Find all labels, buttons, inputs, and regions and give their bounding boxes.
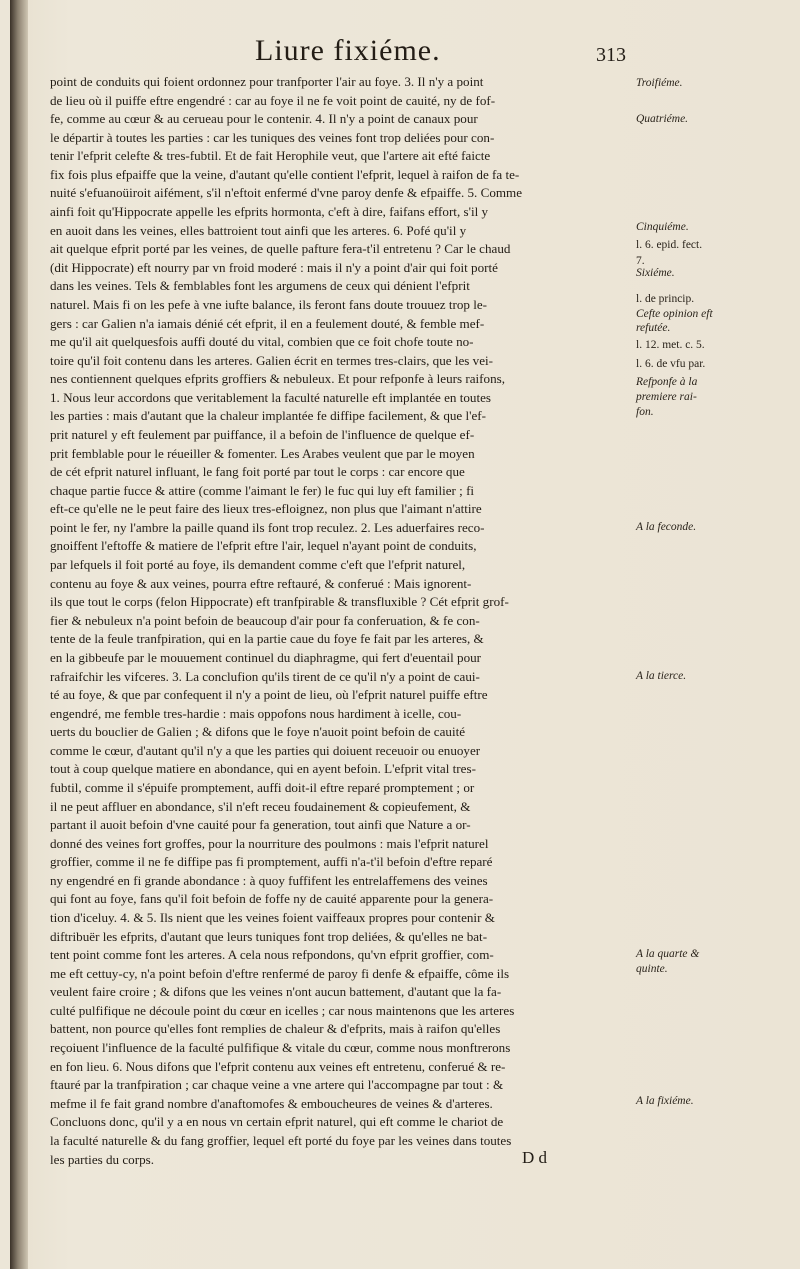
margin-note: A la quarte & xyxy=(636,948,700,960)
text-line: battent, non pource qu'elles font remplies de chaleur & d'efprits, mais à raifon qu'elles xyxy=(50,1021,501,1037)
text-line: me eft cettuy-cy, n'a point befoin d'eftre renfermé de paroy fi denfe & efpaiffe, côme ils xyxy=(50,965,510,981)
text-line: donné des veines fort groffes, pour la nourriture des poulmons : mais l'efprit naturel xyxy=(50,835,489,851)
text-line: engendré, me femble tres-hardie : mais oppofons nous hardiment à icelle, cou- xyxy=(50,705,462,721)
margin-note: Troifiéme. xyxy=(636,77,683,89)
margin-note: Cefte opinion eft xyxy=(636,308,713,320)
text-line: partant il auoit befoin d'vne cauité pour fa generation, tout ainfi que Nature a or- xyxy=(50,817,471,833)
text-line: groffier, comme il ne fe diffipe pas fi promptement, auffi n'a-t'il befoin d'eftre reparé xyxy=(50,854,493,870)
text-line: nes contiennent quelques efprits groffiers & nebuleux. Et pour refponfe à leurs raifons, xyxy=(50,371,505,387)
book-spine-shadow xyxy=(10,0,28,1269)
text-line: chaque partie fucce & attire (comme l'aimant le fer) le fuc qui luy eft familier ; fi xyxy=(50,482,475,498)
text-line: en la gibbeufe par le mouuement continuel du diaphragme, qui fert d'euentail pour xyxy=(50,649,482,665)
text-line: dans les veines. Tels & femblables font les argumens de ceux qui dénient l'efprit xyxy=(50,278,470,294)
text-line: reçoiuent l'influence de la faculté pulfifique & vitale du cœur, comme nous monftrerons xyxy=(50,1040,511,1056)
text-line: gers : car Galien n'a iamais dénié cét efprit, il en a feulement douté, & femble mef- xyxy=(50,315,485,331)
margin-note: A la fixiéme. xyxy=(636,1095,694,1107)
text-line: de cét efprit naturel influant, le fang foit porté par tout le corps : car encore que xyxy=(50,464,465,480)
text-line: mefme il fe fait grand nombre d'anaftomofes & emboucheures de veines & d'arteres. xyxy=(50,1095,493,1111)
text-line: eft-ce qu'elle ne le peut faire des lieux tres-efloignez, non plus que l'aimant n'attire xyxy=(50,501,482,517)
text-line: ainfi foit qu'Hippocrate appelle les efprits hormonta, c'eft à dire, faifans effort, s'il y xyxy=(50,204,489,220)
margin-note: Refponfe à la xyxy=(636,376,698,388)
text-line: point le fer, ny l'ambre la paille quand ils font trop reculez. 2. Les aduerfaires reco- xyxy=(50,519,485,535)
text-line: prit naturel y eft feulement par puiffance, il a befoin de l'influence de quelque ef- xyxy=(50,426,475,442)
running-header xyxy=(0,30,800,70)
page-number: 313 xyxy=(596,44,626,66)
margin-note: premiere rai- xyxy=(636,391,697,403)
margin-note: A la feconde. xyxy=(636,521,697,533)
text-line: culté pulfifique ne découle point du cœur en icelles ; car nous maintenons que les arteres xyxy=(50,1002,515,1018)
text-line: veulent faire croire ; & difons que les veines n'ont aucun battement, d'autant que la fa- xyxy=(50,984,502,1000)
margin-note: refutée. xyxy=(636,322,671,334)
text-line: toire qu'il foit contenu dans les arteres. Galien écrit en termes tres-clairs, que les vei- xyxy=(50,352,494,368)
running-title: Liure fixiéme. xyxy=(255,34,441,67)
text-line: ils que tout le corps (felon Hippocrate) eft tranfpirable & transfluxible ? Cét efprit grof- xyxy=(50,594,509,610)
text-line: naturel. Mais fi on les pefe à vne iufte balance, ils feront fans doute trouuez trop le- xyxy=(50,296,488,312)
text-line: de lieu où il puiffe eftre engendré : car au foye il ne fe voit point de cauité, ny de fof- xyxy=(50,92,496,108)
text-line: le départir à toutes les parties : car les tuniques des veines font trop deliées pour con- xyxy=(50,129,495,145)
text-line: en auoit dans les veines, elles battroient tout ainfi que les arteres. 6. Pofé qu'il y xyxy=(50,222,467,238)
text-line: ny engendré en fi grande abondance : à quoy fuffifent les entrelaffemens des veines xyxy=(50,872,488,888)
text-line: qui font au foye, fans qu'il foit befoin de foffe ny de cauité apparente pour la genera- xyxy=(50,891,494,907)
signature-mark: D d xyxy=(522,1148,548,1167)
text-line: 1. Nous leur accordons que veritablement la faculté naturelle eft implantée en toutes xyxy=(50,389,492,405)
text-line: les parties du corps. xyxy=(50,1151,154,1167)
margin-note: A la tierce. xyxy=(636,670,687,682)
text-line: té au foye, & que par confequent il n'y a point de lieu, où l'efprit naturel puiffe eftre xyxy=(50,687,488,703)
text-line: tion d'iceluy. 4. & 5. Ils nient que les veines foient vaiffeaux propres pour contenir & xyxy=(50,910,495,926)
text-line: la faculté naturelle & du fang groffier, lequel eft porté du foye par les veines dans toutes xyxy=(50,1132,512,1148)
text-line: uerts du bouclier de Galien ; & difons que le foye n'auoit point befoin de cauité xyxy=(50,724,466,740)
margin-note: fon. xyxy=(636,406,654,418)
margin-note: l. 12. met. c. 5. xyxy=(636,339,705,351)
margin-note: l. 6. de vfu par. xyxy=(636,358,706,370)
text-line: (dit Hippocrate) eft nourry par vn froid moderé : mais il n'y a point d'air qui foit porté xyxy=(50,259,498,275)
text-line: tent point comme font les arteres. A cela nous refpondons, qu'vn efprit groffier, com- xyxy=(50,947,494,963)
text-line: tout à coup quelque matiere en abondance, qui en ayent befoin. L'efprit vital tres- xyxy=(50,761,476,777)
text-line: me qu'il ait quelquesfois auffi douté du vital, combien que ce foit chofe toute no- xyxy=(50,334,474,350)
margin-note: Sixiéme. xyxy=(636,267,675,279)
text-line: tente de la feule tranfpiration, qui en la partie caue du foye fe fait par les arteres, & xyxy=(50,631,484,647)
margin-note: quinte. xyxy=(636,963,668,975)
text-line: fix fois plus efpaiffe que la veine, d'autant qu'elle contient l'efprit, lequel à raifon de fa te- xyxy=(50,166,520,182)
margin-note: 7. xyxy=(636,255,645,267)
text-line: Concluons donc, qu'il y a en nous vn certain efprit naturel, qui eft comme le chariot de xyxy=(50,1114,504,1130)
text-line: point de conduits qui foient ordonnez pour tranfporter l'air au foye. 3. Il n'y a point xyxy=(50,74,484,89)
text-line: fubtil, comme il s'épuife promptement, auffi doit-il eftre reparé promptement ; or xyxy=(50,779,475,795)
text-line: rafraifchir les vifceres. 3. La conclufion qu'ils tirent de ce qu'il n'y a point de caui- xyxy=(50,668,480,684)
main-text-block xyxy=(50,73,632,1169)
margin-note: Quatriéme. xyxy=(636,113,689,125)
text-line: prit femblable pour le réueiller & fomenter. Les Arabes veulent que par le moyen xyxy=(50,445,475,461)
text-line: les parties : mais d'autant que la chaleur implantée fe diffipe facilement, & que l'ef- xyxy=(50,408,487,424)
text-line: comme le cœur, d'autant qu'il n'y a que les parties qui doiuent receuoir ou enuoyer xyxy=(50,742,481,758)
text-line: il ne peut affluer en abondance, s'il n'eft receu foudainement & copieufement, & xyxy=(50,798,471,814)
text-line: ftauré par la tranfpiration ; car chaque veine a vne artere qui l'accompagne par tout : & xyxy=(50,1077,504,1093)
margin-note: l. de princip. xyxy=(636,293,695,305)
text-line: gnoiffent l'eftoffe & matiere de l'efprit eftre l'air, lequel n'ayant point de conduits, xyxy=(50,538,477,554)
margin-note: l. 6. epid. fect. xyxy=(636,239,703,251)
text-line: nuité s'efuanoüiroit aifément, s'il n'eftoit enfermé d'vne paroy denfe & efpaiffe. 5. Comme xyxy=(50,185,523,201)
margin-note: Cinquiéme. xyxy=(636,221,689,233)
text-line: tenir l'efprit celefte & tres-fubtil. Et de fait Herophile veut, que l'artere ait efté faicte xyxy=(50,148,491,164)
text-line: diftribuër les efprits, d'autant que leurs tuniques font trop deliées, & qu'elles ne bat- xyxy=(50,928,488,944)
text-line: contenu au foye & aux veines, pourra eftre reftauré, & conferué : Mais ignorent- xyxy=(50,575,472,591)
text-line: fe, comme au cœur & au cerueau pour le contenir. 4. Il n'y a point de canaux pour xyxy=(50,111,478,127)
text-line: fier & nebuleux n'a point befoin de beaucoup d'air pour fa conferuation, & fe con- xyxy=(50,612,480,628)
text-line: ait quelque efprit porté par les veines, de quelle pafture fera-t'il entretenu ? Car le chaud xyxy=(50,241,511,257)
text-line: par lefquels il foit porté au foye, ils demandent comme c'eft que l'efprit naturel, xyxy=(50,557,466,573)
text-line: en fon lieu. 6. Nous difons que l'efprit contenu aux veines eft entretenu, conferué & re- xyxy=(50,1058,506,1074)
